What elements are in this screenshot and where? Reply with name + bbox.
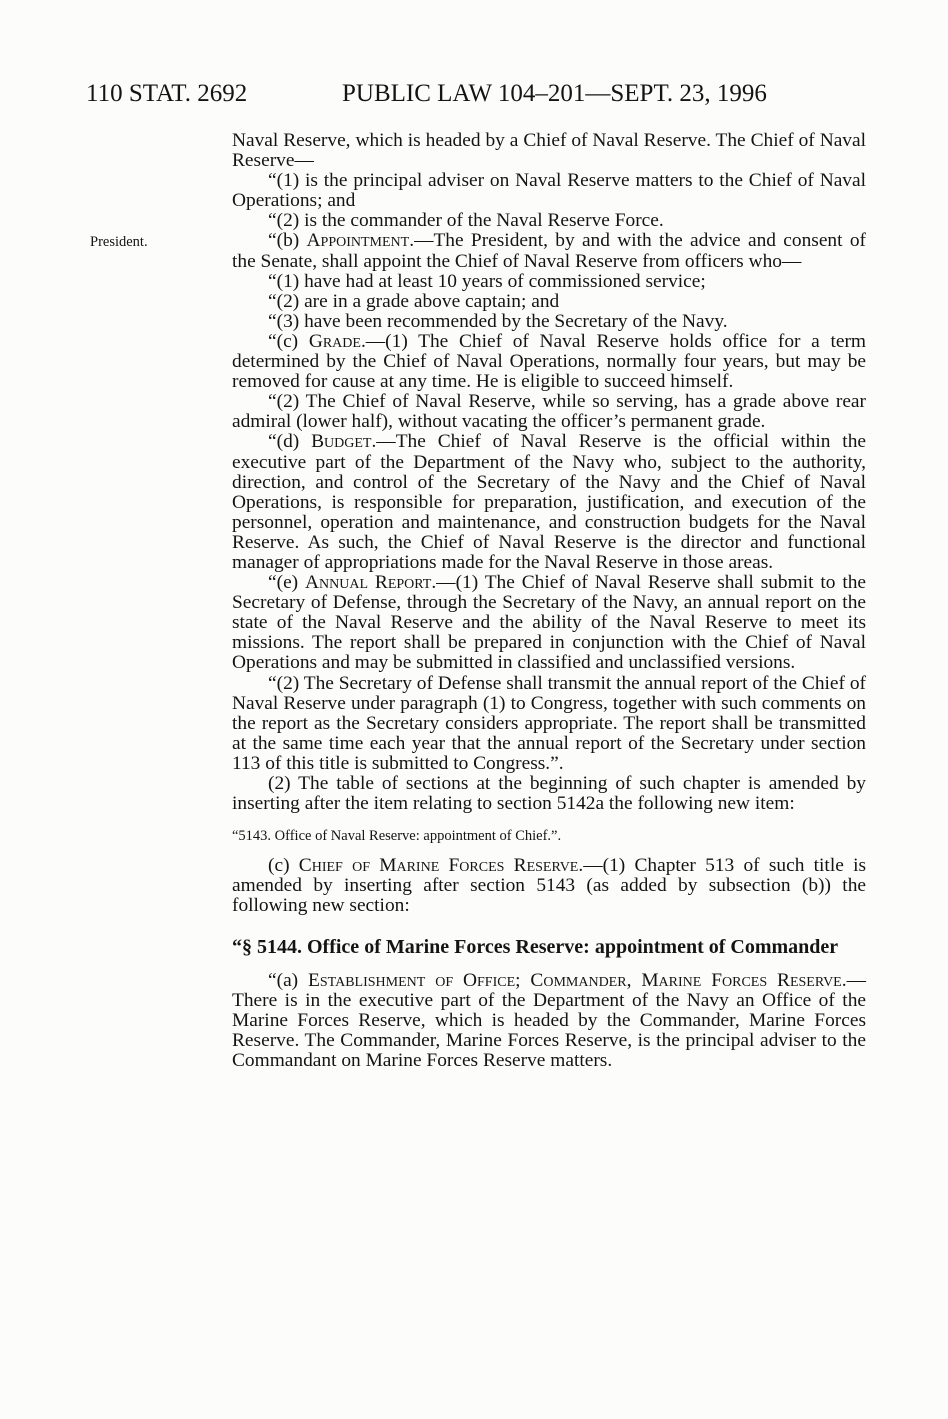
paragraph: “(3) have been recommended by the Secretary of the Navy.: [268, 310, 728, 332]
subsection-text: .—There is in the executive part of the Department of the Navy an Office of the Marine Forces Reserve, which is headed by the Commander, Marine Forces Reserve. The Commander, Marine Forces Reserve, is the principal adviser to the Commandant on Marine Forces Reserve matters.: [232, 969, 866, 1071]
subsection-c-marine: [232, 856, 866, 916]
subsection-heading: Appointment: [306, 230, 410, 252]
subsection-label: “(e): [268, 572, 306, 594]
paragraph: “(1) is the principal adviser on Naval Reserve matters to the Chief of Naval Operations; and: [232, 170, 866, 212]
subsection-text: .—(1) The Chief of Naval Reserve shall submit to the Secretary of Defense, through the Secretary of the Navy, an annual report on the state of the Naval Reserve and the ability of the Naval Reserve to meet its missions. The report shall be prepared in conjunction with the Chief of Naval Operations and may be submitted in classified and unclassified versions.: [232, 572, 867, 674]
paragraph: “(2) The Secretary of Defense shall transmit the annual report of the Chief of Naval Reserve under paragraph (1) to Congress, together with such comments on the report as the Secretary considers appropriate. The report shall be transmitted at the same time each year that the annual report of the Secretary under section 113 of this title is submitted to Congress.”.: [232, 672, 866, 774]
subsection-a: [232, 971, 866, 1071]
subsection-heading: Budget: [311, 431, 372, 453]
subsection-heading: Chief of Marine Forces Reserve: [298, 855, 579, 877]
paragraph: “(1) have had at least 10 years of commissioned service;: [268, 270, 706, 292]
subsection-heading: Grade: [308, 330, 361, 352]
subsection-c: [232, 332, 866, 392]
subsection-label: “(b): [268, 230, 307, 252]
document-body: [232, 131, 866, 1071]
subsection-label: (c): [268, 855, 299, 877]
subsection-heading: Annual Report: [305, 572, 432, 594]
subsection-b: [232, 231, 866, 271]
subsection-heading: Establishment of Office; Commander, Marine Forces Reserve: [308, 969, 842, 991]
subsection-e: [232, 573, 866, 673]
page-header: [86, 80, 798, 110]
paragraph: (2) The table of sections at the beginning of such chapter is amended by inserting after the item relating to section 5142a the following new item:: [232, 773, 866, 815]
paragraph: “(2) is the commander of the Naval Reserve Force.: [268, 210, 664, 232]
subsection-text: .—The President, by and with the advice and consent of the Senate, shall appoint the Chief of Naval Reserve from officers who—: [232, 230, 866, 272]
statute-citation: 110 STAT. 2692: [86, 80, 248, 107]
public-law-title: PUBLIC LAW 104–201—SEPT. 23, 1996: [342, 80, 767, 107]
subsection-text: .—(1) The Chief of Naval Reserve holds office for a term determined by the Chief of Naval Operations, normally four years, but may be removed for cause at any time. He is eligible to succeed himself.: [232, 330, 866, 393]
subsection-label: “(a): [268, 969, 309, 991]
subsection-label: “(d): [268, 431, 312, 453]
margin-note: President.: [90, 234, 148, 250]
subsection-d: [232, 432, 866, 573]
section-heading: “§ 5144. Office of Marine Forces Reserve: appointment of Commander: [232, 935, 839, 958]
subsection-text: .—(1) Chapter 513 of such title is amended by inserting after section 5143 (as added by subsection (b)) the following new section:: [232, 855, 866, 917]
paragraph: Naval Reserve, which is headed by a Chief of Naval Reserve. The Chief of Naval Reserve—: [232, 130, 866, 172]
subsection-text: .—The Chief of Naval Reserve is the official within the executive part of the Department of the Navy who, subject to the authority, direction, and control of the Secretary of the Navy and the Chief of Naval Operations, is responsible for preparation, justification, and execution of the personnel, operation and maintenance, and construction budgets for the Naval Reserve. As such, the Chief of Naval Reserve is the director and functional manager of appropriations made for the Naval Reserve in those areas.: [232, 431, 866, 573]
subsection-label: “(c): [268, 330, 309, 352]
paragraph: “(2) The Chief of Naval Reserve, while so serving, has a grade above rear admiral (lower half), without vacating the officer’s permanent grade.: [232, 391, 866, 433]
table-of-sections-item: “5143. Office of Naval Reserve: appointment of Chief.”.: [232, 828, 562, 845]
paragraph: “(2) are in a grade above captain; and: [268, 290, 560, 312]
